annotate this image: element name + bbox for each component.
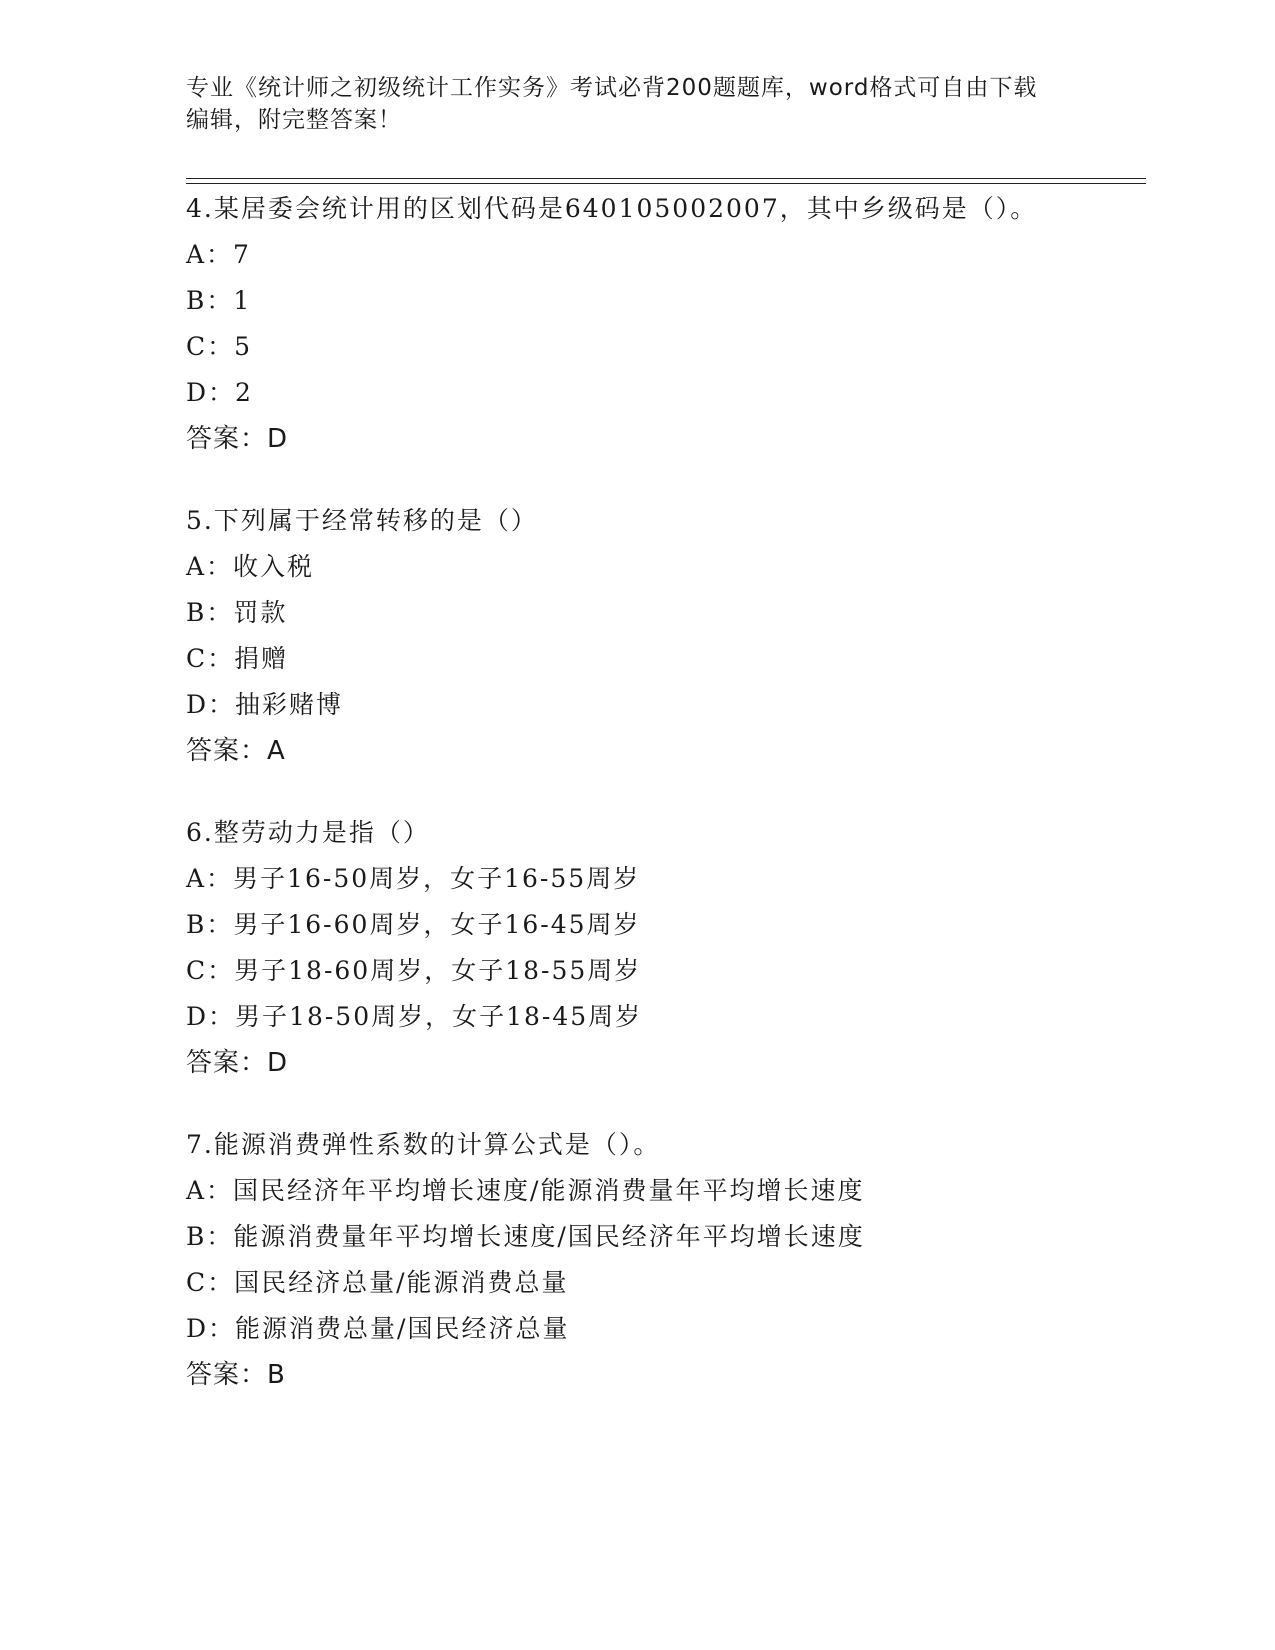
option-d: D：抽彩赌博 bbox=[186, 690, 344, 719]
option-c: C：5 bbox=[186, 332, 253, 361]
question-stem: 7.能源消费弹性系数的计算公式是（）。 bbox=[186, 1130, 661, 1159]
question-7 bbox=[186, 1122, 1186, 1398]
document-header bbox=[186, 72, 1086, 136]
option-b: B：1 bbox=[186, 286, 252, 315]
option-a: A：男子16-50周岁，女子16-55周岁 bbox=[186, 864, 641, 893]
question-6 bbox=[186, 810, 1186, 1086]
question-5 bbox=[186, 498, 1186, 774]
option-a: A：7 bbox=[186, 240, 251, 269]
header-divider-bottom bbox=[186, 183, 1146, 184]
option-c: C：国民经济总量/能源消费总量 bbox=[186, 1268, 569, 1297]
answer: 答案：D bbox=[186, 424, 289, 454]
answer: 答案：D bbox=[186, 1048, 289, 1078]
option-d: D：2 bbox=[186, 378, 253, 407]
header-divider-top bbox=[186, 178, 1146, 179]
option-d: D：男子18-50周岁，女子18-45周岁 bbox=[186, 1002, 643, 1031]
question-stem: 5.下列属于经常转移的是（） bbox=[186, 506, 538, 535]
option-a: A：收入税 bbox=[186, 552, 315, 581]
option-b: B：能源消费量年平均增长速度/国民经济年平均增长速度 bbox=[186, 1222, 865, 1251]
header-line-1: 专业《统计师之初级统计工作实务》考试必背200题题库，word格式可自由下载 bbox=[186, 75, 1038, 101]
option-b: B：罚款 bbox=[186, 598, 288, 627]
answer: 答案：A bbox=[186, 736, 286, 766]
header-line-2: 编辑，附完整答案！ bbox=[186, 107, 402, 133]
option-d: D：能源消费总量/国民经济总量 bbox=[186, 1314, 570, 1343]
question-stem: 6.整劳动力是指（） bbox=[186, 818, 430, 847]
option-c: C：男子18-60周岁，女子18-55周岁 bbox=[186, 956, 642, 985]
option-c: C：捐赠 bbox=[186, 644, 289, 673]
question-stem: 4.某居委会统计用的区划代码是640105002007，其中乡级码是（）。 bbox=[186, 194, 1038, 223]
option-a: A：国民经济年平均增长速度/能源消费量年平均增长速度 bbox=[186, 1176, 865, 1205]
question-4 bbox=[186, 186, 1186, 462]
option-b: B：男子16-60周岁，女子16-45周岁 bbox=[186, 910, 641, 939]
answer: 答案：B bbox=[186, 1360, 286, 1390]
